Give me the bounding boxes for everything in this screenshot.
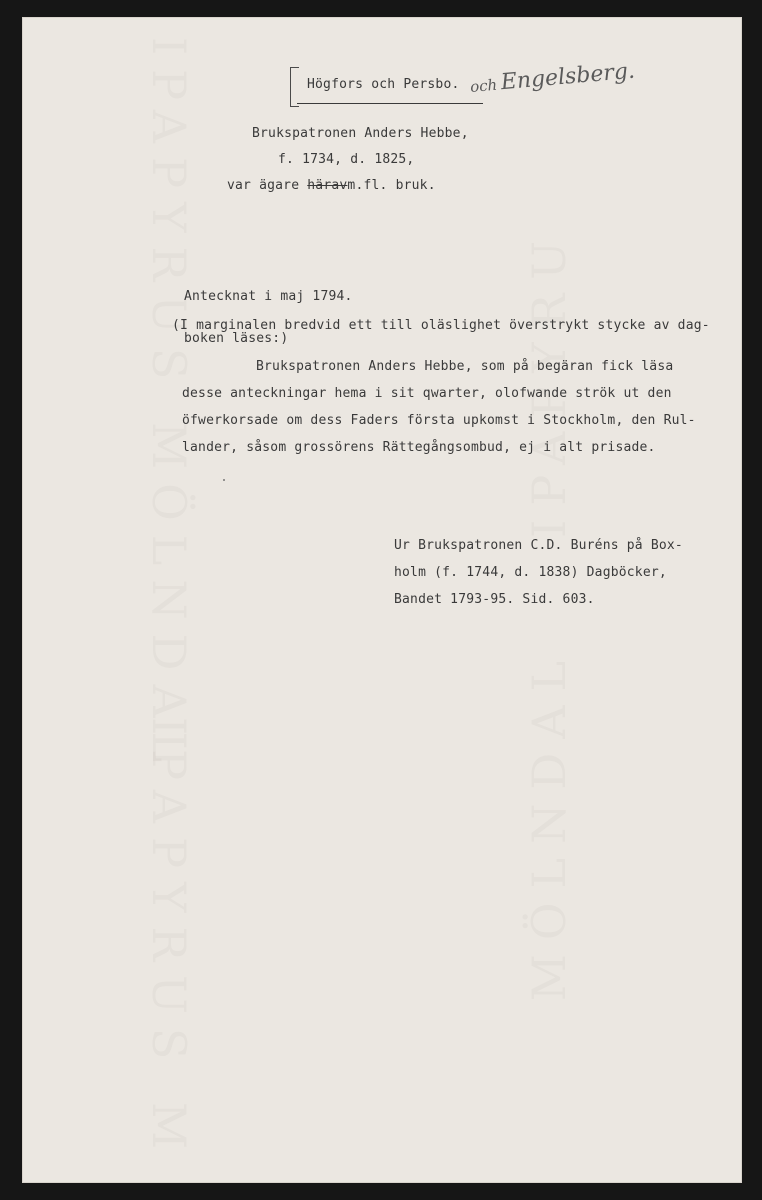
document-heading — [307, 77, 460, 92]
quote-line-3: öfwerkorsade om dess Faders första upkomst i Stockholm, den Rul- — [182, 413, 696, 428]
paper-watermark — [522, 647, 576, 1001]
entry-date: Antecknat i maj 1794. — [184, 289, 353, 304]
subject-line-1: Brukspatronen Anders Hebbe, — [252, 126, 469, 141]
subject-line-3-after: m.fl. bruk. — [347, 178, 436, 193]
heading-underline — [297, 103, 483, 104]
handwritten-addition — [469, 59, 636, 98]
source-line-1: Ur Brukspatronen C.D. Buréns på Box- — [394, 538, 683, 553]
subject-line-3-before: var ägare — [227, 178, 308, 193]
handwritten-word: Engelsberg. — [499, 58, 636, 96]
source-line-2: holm (f. 1744, d. 1838) Dagböcker, — [394, 565, 667, 580]
margin-note-line-1: (I marginalen bredvid ett till oläslighet överstrykt stycke av dag- — [172, 318, 710, 333]
quote-line-1: Brukspatronen Anders Hebbe, som på begäran fick läsa — [256, 359, 674, 374]
source-line-3: Bandet 1793-95. Sid. 603. — [394, 592, 595, 607]
heading-text: Högfors och Persbo. — [307, 77, 460, 92]
heading-bracket — [290, 67, 299, 107]
paper-watermark — [522, 227, 576, 538]
quote-line-4: lander, såsom grossörens Rättegångsombud, ej i alt prisade. — [182, 440, 656, 455]
subject-line-3 — [227, 178, 436, 193]
paper-watermark — [142, 37, 196, 776]
handwritten-prefix: och — [469, 75, 498, 96]
document-page — [22, 17, 742, 1183]
quote-line-2: desse anteckningar hema i sit qwarter, olofwande strök ut den — [182, 386, 672, 401]
paper-watermark — [142, 717, 196, 1163]
margin-note-line-2: boken läses:) — [184, 331, 289, 346]
struck-word: härav — [307, 178, 348, 193]
subject-line-2: f. 1734, d. 1825, — [278, 152, 415, 167]
ink-speck — [223, 479, 225, 481]
